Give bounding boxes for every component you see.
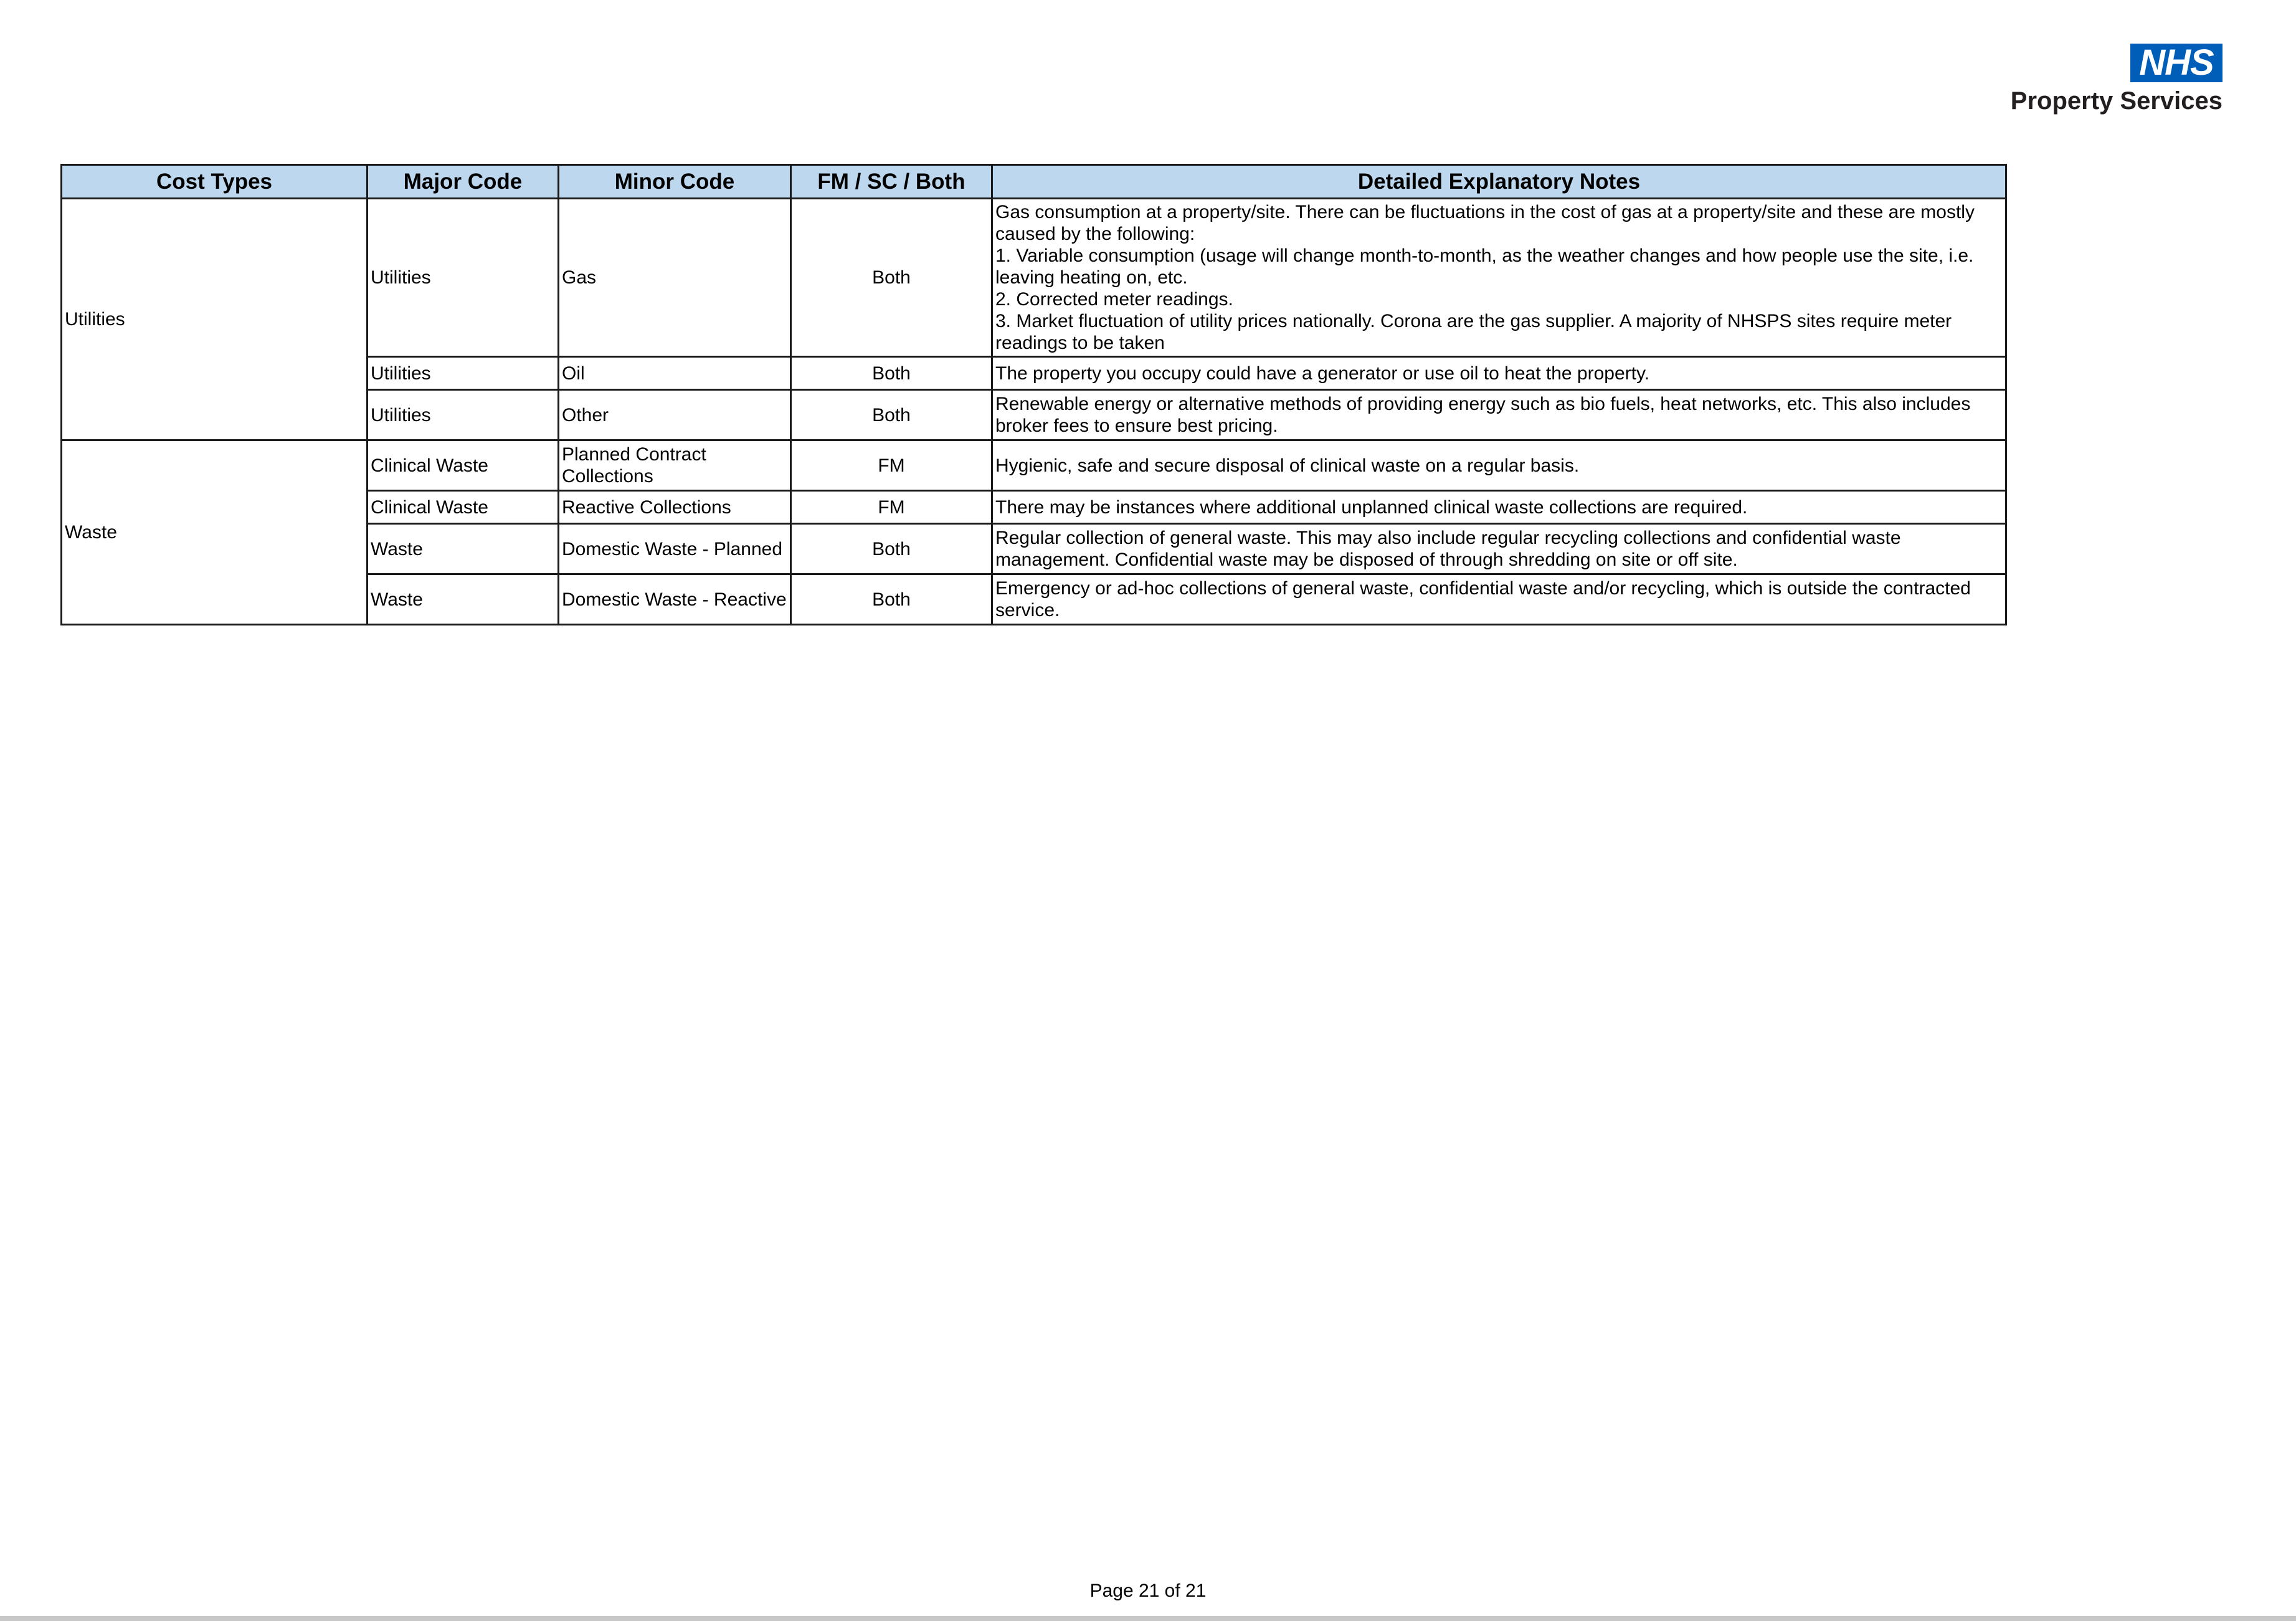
column-header-minor-code: Minor Code bbox=[559, 165, 791, 199]
minor-code-cell: Other bbox=[559, 390, 791, 440]
page-number: Page 21 of 21 bbox=[1089, 1581, 1207, 1601]
cost-codes-table bbox=[60, 164, 2007, 625]
notes-line: Gas consumption at a property/site. There can be fluctuations in the cost of gas at a property/site and these are mostly caused by the following: bbox=[995, 202, 1975, 244]
column-header-cost-types: Cost Types bbox=[62, 165, 368, 199]
major-code-cell: Clinical Waste bbox=[368, 491, 559, 524]
fm-sc-both-cell: Both bbox=[791, 524, 992, 574]
major-code-cell: Utilities bbox=[368, 390, 559, 440]
notes-cell: Emergency or ad-hoc collections of general waste, confidential waste and/or recycling, which is outside the contracted service. bbox=[992, 574, 2006, 625]
notes-cell: Renewable energy or alternative methods of providing energy such as bio fuels, heat networks, etc. This also includes broker fees to ensure best pricing. bbox=[992, 390, 2006, 440]
fm-sc-both-cell: Both bbox=[791, 574, 992, 625]
nhs-logo-mark: NHS bbox=[2130, 44, 2222, 82]
major-code-cell: Waste bbox=[368, 524, 559, 574]
table-row bbox=[62, 199, 2006, 357]
page-bottom-divider bbox=[0, 1616, 2296, 1621]
major-code-cell: Utilities bbox=[368, 199, 559, 357]
minor-code-cell: Domestic Waste - Reactive bbox=[559, 574, 791, 625]
column-header-detailed-notes: Detailed Explanatory Notes bbox=[992, 165, 2006, 199]
notes-cell: Regular collection of general waste. This may also include regular recycling collections and confidential waste management. Confidential waste may be disposed of through shredding on site or off site. bbox=[992, 524, 2006, 574]
major-code-cell: Waste bbox=[368, 574, 559, 625]
notes-cell: Hygienic, safe and secure disposal of clinical waste on a regular basis. bbox=[992, 440, 2006, 491]
cost-type-cell: Waste bbox=[62, 440, 368, 625]
minor-code-cell: Reactive Collections bbox=[559, 491, 791, 524]
column-header-fm-sc-both: FM / SC / Both bbox=[791, 165, 992, 199]
fm-sc-both-cell: Both bbox=[791, 390, 992, 440]
logo-subtitle: Property Services bbox=[2010, 87, 2222, 115]
column-header-major-code: Major Code bbox=[368, 165, 559, 199]
nhs-property-services-logo bbox=[2006, 44, 2230, 118]
minor-code-cell: Domestic Waste - Planned bbox=[559, 524, 791, 574]
minor-code-cell: Oil bbox=[559, 357, 791, 390]
notes-cell: The property you occupy could have a generator or use oil to heat the property. bbox=[992, 357, 2006, 390]
fm-sc-both-cell: Both bbox=[791, 357, 992, 390]
notes-line: 3. Market fluctuation of utility prices nationally. Corona are the gas supplier. A majority of NHSPS sites require meter readings to be taken bbox=[995, 311, 1952, 353]
fm-sc-both-cell: Both bbox=[791, 199, 992, 357]
notes-line: 1. Variable consumption (usage will change month-to-month, as the weather changes and how people use the site, i.e. leaving heating on, etc. bbox=[995, 245, 1974, 288]
major-code-cell: Clinical Waste bbox=[368, 440, 559, 491]
fm-sc-both-cell: FM bbox=[791, 491, 992, 524]
cost-type-cell: Utilities bbox=[62, 199, 368, 440]
minor-code-cell: Planned Contract Collections bbox=[559, 440, 791, 491]
minor-code-cell: Gas bbox=[559, 199, 791, 357]
notes-cell: There may be instances where additional unplanned clinical waste collections are required. bbox=[992, 491, 2006, 524]
major-code-cell: Utilities bbox=[368, 357, 559, 390]
table-header-row bbox=[62, 165, 2006, 199]
notes-line: 2. Corrected meter readings. bbox=[995, 289, 1233, 310]
fm-sc-both-cell: FM bbox=[791, 440, 992, 491]
table-row bbox=[62, 440, 2006, 491]
notes-cell bbox=[992, 199, 2006, 357]
